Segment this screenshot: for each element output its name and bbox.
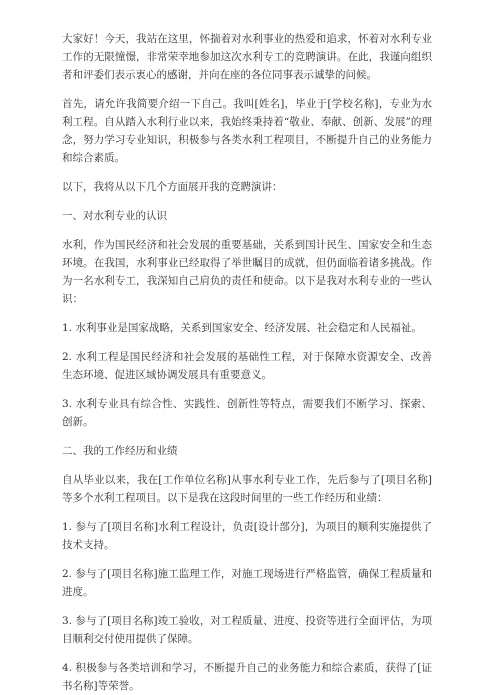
list-item: 3. 参与了[项目名称]竣工验收，对工程质量、进度、投资等进行全面评估，为项目顺利交付使用提供了保障。 bbox=[62, 615, 432, 645]
section-2-heading: 二、我的工作经历和业绩 bbox=[62, 445, 178, 457]
intro-paragraph-1: 大家好！今天，我站在这里，怀揣着对水利事业的热爱和追求，怀着对水利专业工作的无限憧憬，非常荣幸地参加这次水利专工的竞聘演讲。在此，我谨向组织者和评委们表示衷心的感谢，并向在座的各位同事表示诚挚的问候。 bbox=[62, 33, 432, 81]
list-item: 4. 积极参与各类培训和学习，不断提升自己的业务能力和综合素质，获得了[证书名称]等荣誉。 bbox=[62, 662, 432, 692]
list-item: 2. 参与了[项目名称]施工监理工作，对施工现场进行严格监管，确保工程质量和进度。 bbox=[62, 568, 432, 598]
section-1-paragraph: 水利，作为国民经济和社会发展的重要基础，关系到国计民生、国家安全和生态环境。在我国，水利事业已经取得了举世瞩目的成就，但仍面临着诸多挑战。作为一名水利专工，我深知自己肩负的责任和使命。以下是我对水利专业的一些认识： bbox=[62, 239, 432, 305]
intro-paragraph-3: 以下，我将从以下几个方面展开我的竞聘演讲： bbox=[62, 181, 283, 193]
section-2-paragraph: 自从毕业以来，我在[工作单位名称]从事水利专业工作，先后参与了[项目名称]等多个水利工程项目。以下是我在这段时间里的一些工作经历和业绩： bbox=[62, 474, 432, 504]
list-item: 2. 水利工程是国民经济和社会发展的基础性工程，对于保障水资源安全、改善生态环境、促进区域协调发展具有重要意义。 bbox=[62, 351, 432, 381]
intro-paragraph-2: 首先，请允许我简要介绍一下自己。我叫[姓名]，毕业于[学校名称]，专业为水利工程。自从踏入水利行业以来，我始终秉持着“敬业、奉献、创新、发展”的理念，努力学习专业知识，积极参与各类水利工程项目，不断提升自己的业务能力和综合素质。 bbox=[62, 98, 432, 164]
section-1-heading: 一、对水利专业的认识 bbox=[62, 210, 167, 222]
list-item: 1. 水利事业是国家战略，关系到国家安全、经济发展、社会稳定和人民福祉。 bbox=[62, 322, 422, 334]
list-item: 3. 水利专业具有综合性、实践性、创新性等特点，需要我们不断学习、探索、创新。 bbox=[62, 398, 432, 428]
list-item: 1. 参与了[项目名称]水利工程设计，负责[设计部分]，为项目的顺利实施提供了技术支持。 bbox=[62, 521, 432, 551]
